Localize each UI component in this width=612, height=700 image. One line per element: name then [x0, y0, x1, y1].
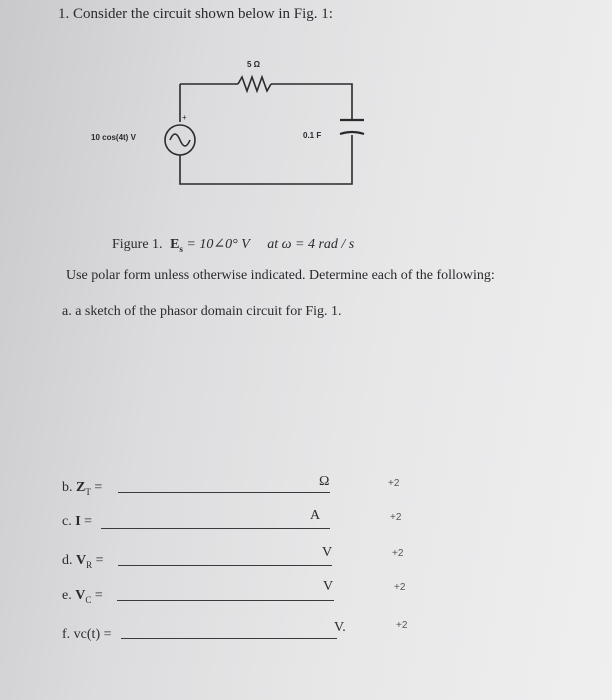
unit-vct: V. — [334, 620, 346, 635]
capacitor-label: 0.1 F — [303, 131, 322, 140]
unit-zt: Ω — [319, 474, 330, 489]
resistor-symbol — [238, 77, 271, 91]
points-vct: +2 — [396, 620, 408, 631]
source-phasor-value: = 10∠0° V — [182, 237, 250, 252]
unit-vr: V — [322, 545, 333, 560]
source-symbol: $E_s$ — [170, 237, 183, 254]
answer-label-zt: b. $Z_T$ = — [62, 480, 103, 497]
unit-i: A — [310, 508, 321, 523]
answer-label-vct: f. vc(t) = — [62, 627, 112, 642]
angular-frequency: at ω = 4 rad / s — [267, 237, 355, 252]
answer-blank-vc[interactable] — [117, 600, 334, 601]
answer-blank-i[interactable] — [101, 528, 330, 529]
source-label: 10 cos(4t) V — [91, 133, 136, 142]
answer-label-vr: d. $V_R$ = — [62, 553, 104, 570]
instruction-text: Use polar form unless otherwise indicated. Determine each of the following: — [66, 268, 495, 283]
answer-blank-vr[interactable] — [118, 565, 332, 566]
circuit-diagram — [0, 0, 612, 260]
figure-label: Figure 1. — [112, 237, 163, 252]
question-heading: 1. Consider the circuit shown below in Fig. 1: — [58, 6, 333, 22]
points-vc: +2 — [394, 582, 406, 593]
answer-label-vc: e. $V_C$ = — [62, 588, 103, 605]
wire-bottom — [180, 135, 352, 184]
resistor-label: 5 Ω — [247, 60, 261, 69]
wire-top-right — [271, 84, 352, 120]
answer-blank-zt[interactable] — [118, 492, 330, 493]
capacitor-plate-bottom — [340, 132, 364, 134]
unit-vc: V — [323, 579, 334, 594]
answer-blank-vct[interactable] — [121, 638, 337, 639]
figure-caption — [112, 236, 354, 254]
points-i: +2 — [390, 512, 402, 523]
source-plus-sign: + — [182, 113, 187, 122]
part-a-text: a. a sketch of the phasor domain circuit for Fig. 1. — [62, 304, 342, 319]
ac-source-wave — [170, 134, 190, 146]
points-vr: +2 — [392, 548, 404, 559]
answer-label-i: c. I = — [62, 514, 93, 529]
points-zt: +2 — [388, 478, 400, 489]
